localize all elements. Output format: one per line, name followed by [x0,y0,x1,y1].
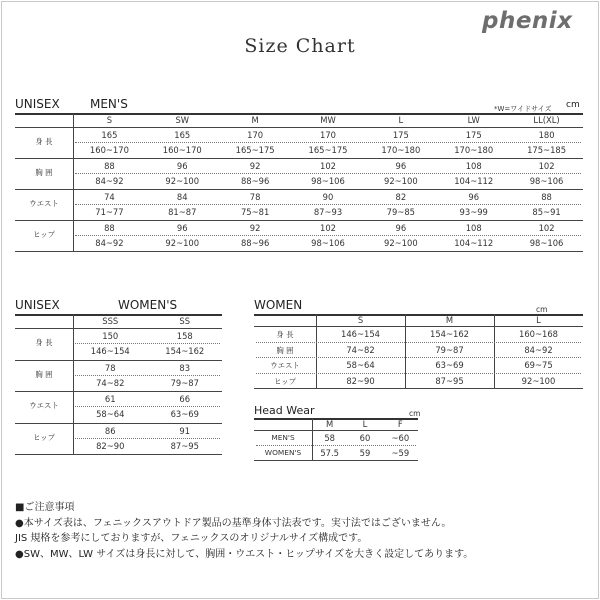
mens-cell-range: 81~87 [168,207,197,217]
womens-cell-range: 58~64 [96,409,125,419]
womens-cell-value: 83 [179,362,191,373]
mens-cell-range: 87~93 [313,207,343,217]
mens-cell-value: 170 [247,130,264,140]
womens-size-header: SS [179,316,191,326]
womens-row-label: ヒップ [33,432,55,442]
table-rule [254,388,583,389]
mens-cell-range: 175~185 [527,145,567,155]
mens-cell-range: 88~96 [240,238,270,248]
mens-cell-value: 96 [176,161,188,171]
women-cell-range: 82~90 [346,375,375,386]
womens-cell-value: 86 [104,425,116,436]
table-dotted-rule [75,406,220,407]
mens-row-label: ウエスト [29,199,59,208]
mens-cell-value: 84 [176,192,188,202]
mens-row-label: 身 長 [35,137,53,146]
headwear-row-label: WOMEN'S [264,448,302,457]
mens-cell-value: 170 [319,130,336,140]
mens-row-label: 胸 囲 [35,168,53,177]
notes-line: JIS 規格を参考にしておりますが、フェニックスのオリジナルサイズ構成です。 [15,533,368,544]
mens-cell-value: 180 [538,130,555,140]
headwear-cell-value: 57.5 [320,448,339,458]
women-row-label: 身 長 [276,330,294,339]
mens-unisex-label: UNISEX [15,97,60,111]
womens-cell-range: 74~82 [96,377,125,388]
table-dotted-rule [75,235,581,236]
mens-size-header: M [251,115,259,125]
women-cell-range: 160~168 [519,329,558,339]
mens-cell-range: 84~92 [95,238,124,248]
mens-size-header: LL(XL) [533,115,560,125]
headwear-cell-value: 59 [359,448,371,458]
mens-cell-value: 96 [468,192,480,202]
women-cell-range: 92~100 [521,375,556,386]
mens-size-header: L [398,115,404,125]
mens-cell-range: 160~170 [89,145,129,155]
mens-cell-value: 96 [176,223,188,233]
women-cell-range: 58~64 [346,360,375,370]
women-cell-range: 146~154 [341,329,380,339]
mens-cell-range: 165~175 [235,145,275,155]
headwear-cell-value: 58 [324,433,335,443]
table-dotted-rule [256,342,581,343]
mens-cell-value: 102 [319,223,336,233]
womens-row-label: ウエスト [29,401,59,410]
table-rule [15,328,222,329]
headwear-row-label: MEN'S [271,433,295,442]
mens-size-header: MW [320,115,336,125]
women-table-label: WOMEN [254,298,303,312]
mens-size-header: SW [175,115,190,125]
brand-logo: phenix [482,8,573,34]
womens-cell-value: 150 [102,331,119,341]
headwear-unit-label: cm [409,409,421,418]
womens-table-label: WOMEN'S [118,298,178,312]
mens-row-label: ヒップ [33,230,55,239]
women-size-header: S [357,315,364,325]
mens-cell-range: 85~91 [532,207,561,217]
headwear-cell-value: ~60 [391,433,410,443]
mens-cell-value: 92 [249,223,261,233]
table-dotted-rule [256,373,581,374]
womens-cell-value: 158 [176,331,193,341]
mens-cell-value: 175 [392,130,409,140]
mens-cell-range: 79~85 [386,207,416,217]
mens-cell-value: 96 [395,223,407,233]
headwear-size-header: F [397,419,403,429]
table-rule [15,391,222,392]
mens-cell-value: 88 [541,192,552,202]
headwear-size-header: L [362,419,368,429]
womens-cell-value: 66 [179,394,191,404]
mens-cell-range: 98~106 [529,238,564,248]
women-cell-range: 87~95 [435,375,464,386]
mens-cell-value: 102 [319,161,336,171]
mens-cell-value: 74 [104,192,115,202]
table-rule [254,460,418,461]
page-title: Size Chart [244,35,356,57]
mens-cell-range: 92~100 [384,238,418,248]
mens-cell-value: 88 [104,223,115,233]
mens-cell-value: 88 [104,161,115,171]
women-cell-range: 74~82 [346,344,375,355]
table-dotted-rule [75,343,220,344]
mens-cell-range: 93~99 [459,207,488,217]
mens-cell-value: 175 [465,130,482,140]
women-cell-range: 84~92 [524,344,553,355]
notes-heading: ■ご注意事項 [15,502,75,513]
mens-cell-value: 90 [322,192,334,202]
mens-cell-value: 165 [174,130,191,140]
mens-cell-range: 98~106 [311,176,345,186]
mens-cell-range: 75~81 [240,207,270,217]
table-rule [15,251,583,252]
womens-cell-value: 91 [179,425,191,436]
womens-cell-range: 146~154 [90,346,130,356]
womens-cell-value: 61 [104,394,116,404]
table-rule [254,326,583,327]
mens-size-header: S [106,115,113,125]
mens-cell-range: 98~106 [529,176,564,186]
mens-cell-value: 92 [249,161,261,171]
women-row-label: ウエスト [270,361,300,370]
table-rule [15,189,583,190]
mens-cell-value: 102 [538,161,555,171]
mens-cell-value: 96 [395,161,407,171]
headwear-size-header: M [326,419,334,429]
table-dotted-rule [256,357,581,358]
mens-cell-value: 165 [101,130,118,140]
table-dotted-rule [75,375,220,376]
mens-size-header: LW [467,115,480,125]
womens-cell-value: 78 [104,362,116,373]
notes-section [15,500,473,562]
women-row-label: ヒップ [274,376,296,386]
womens-size-header: SSS [102,316,119,326]
mens-wide-note: *W=ワイドサイズ [494,105,552,113]
mens-cell-range: 160~170 [162,145,202,155]
womens-cell-range: 87~95 [170,440,199,451]
mens-cell-value: 78 [249,192,261,202]
table-dotted-rule [75,142,581,143]
women-cell-range: 69~75 [524,360,553,370]
womens-row-label: 胸 囲 [35,369,53,379]
mens-cell-value: 108 [465,223,482,233]
women-unit-label: cm [536,305,548,314]
table-dotted-rule [75,173,581,174]
table-dotted-rule [75,204,581,205]
mens-cell-value: 82 [395,192,407,202]
table-rule [15,423,222,424]
table-rule [15,360,222,361]
women-cell-range: 63~69 [435,360,464,370]
women-row-label: 胸 囲 [276,345,294,355]
notes-line: ●本サイズ表は、フェニックスアウトドア製品の基準身体寸法表です。実寸法ではございません。 [15,517,452,529]
mens-cell-range: 104~112 [454,176,494,186]
table-dotted-rule [256,445,416,446]
womens-cell-range: 82~90 [96,440,125,451]
mens-cell-value: 108 [465,161,482,171]
headwear-cell-value: 60 [359,433,371,443]
mens-cell-range: 170~180 [381,145,421,155]
mens-cell-value: 102 [538,223,555,233]
mens-unit-label: cm [566,100,580,110]
table-rule [15,220,583,221]
table-rule [15,158,583,159]
table-rule [15,454,222,455]
womens-cell-range: 154~162 [165,346,205,356]
headwear-table-label: Head Wear [254,404,315,417]
mens-table-label: MEN'S [90,97,128,111]
women-size-header: M [445,315,454,325]
womens-cell-range: 79~87 [170,377,199,388]
mens-cell-range: 165~175 [308,145,348,155]
women-cell-range: 79~87 [435,344,464,355]
mens-cell-range: 170~180 [454,145,494,155]
headwear-cell-value: ~59 [391,448,410,458]
mens-cell-range: 71~77 [95,207,124,217]
womens-row-label: 身 長 [35,338,53,347]
mens-cell-range: 92~100 [165,238,200,248]
womens-unisex-label: UNISEX [15,298,60,312]
mens-cell-range: 104~112 [454,238,494,248]
mens-cell-range: 92~100 [165,176,200,186]
notes-line: ●SW、MW、LW サイズは身長に対して、胸囲・ウエスト・ヒップサイズを大きく設定してあります。 [15,548,474,560]
women-size-header: L [536,315,541,325]
womens-cell-range: 63~69 [170,409,199,419]
mens-cell-range: 98~106 [311,238,345,248]
mens-cell-range: 84~92 [95,176,124,186]
mens-cell-range: 88~96 [240,176,270,186]
table-rule [254,430,418,431]
table-dotted-rule [75,438,220,439]
table-rule [15,127,583,128]
mens-cell-range: 92~100 [384,176,418,186]
women-cell-range: 154~162 [430,329,469,339]
